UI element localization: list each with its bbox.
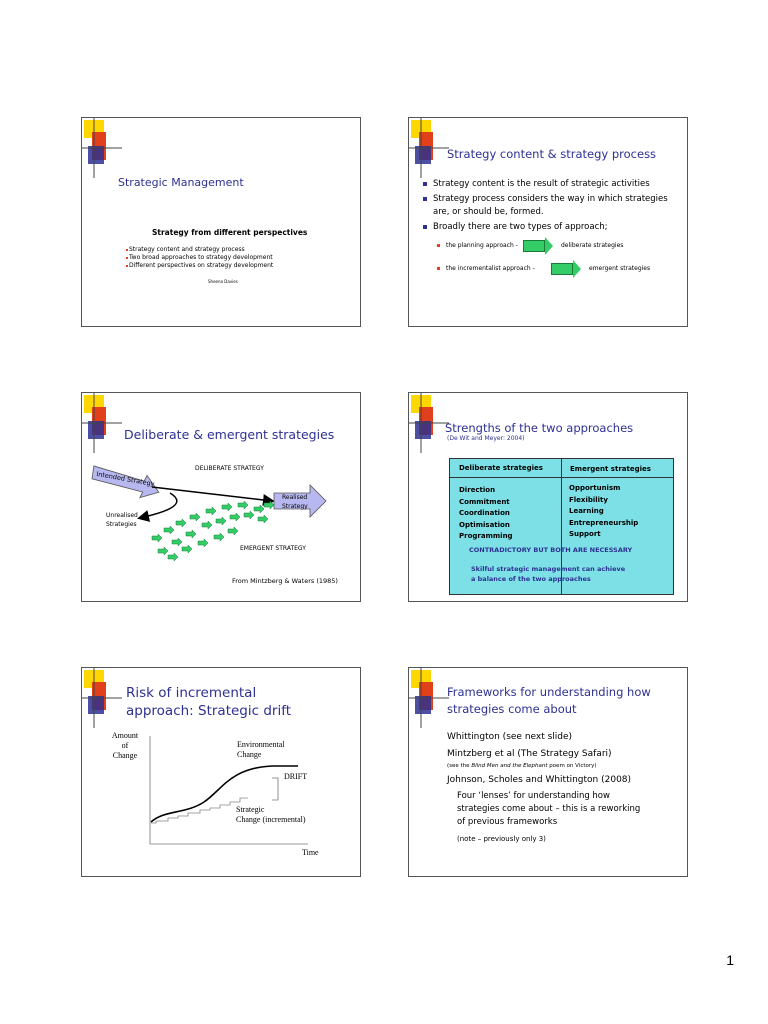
page-number: 1 [726,952,734,968]
slide-frameworks [408,667,688,877]
slide-decoration-icon [409,668,449,728]
slide-strengths [408,392,688,602]
y-axis-label: Amount of Change [111,731,139,760]
slide-title: Frameworks for understanding how strategies come about [447,685,651,716]
emergent-list: Opportunism Flexibility Learning Entrepreneurship Support [569,484,639,538]
strategy-diagram [82,393,360,601]
slide-strategic-management [81,117,361,327]
list-item-detail: Four ‘lenses’ for understanding how strategies come about – this is a reworking of previous frameworks [457,791,641,827]
list-item: Two broad approaches to strategy development [126,254,273,262]
arrow-icon [523,240,545,252]
col-header-emergent: Emergent strategies [570,465,651,473]
list-item: Whittington (see next slide) [447,732,573,742]
slide-decoration-icon [82,118,122,178]
deliberate-list: Direction Commitment Coordination Optimisation Programming [459,486,513,540]
balance-note: Skilful strategic management can achieve a balance of the two approaches [471,565,626,583]
list-item: Johnson, Scholes and Whittington (2008) [447,775,632,785]
emergent-label: EMERGENT STRATEGY [240,545,306,552]
strategic-change: Strategic Change (incremental) [236,805,306,824]
source-note: From Mintzberg & Waters (1985) [232,577,338,585]
slide-title: Strategic Management [118,176,244,189]
slide-title: Deliberate & emergent strategies [124,427,335,442]
approach-planning: the planning approach - [437,242,518,249]
col-header-deliberate: Deliberate strategies [459,464,543,472]
frameworks-list [447,731,683,845]
list-item: Strategy process considers the way in which strategies are, or should be, formed. [423,193,678,219]
approach-emergent: emergent strategies [589,265,651,272]
contradictory-note: CONTRADICTORY BUT BOTH ARE NECESSARY [469,546,633,554]
slide-deliberate-emergent [81,392,361,602]
bullet-list [423,178,678,234]
bullet-list [126,246,273,270]
citation: (De Wit and Meyer: 2004) [447,435,525,442]
slide-strategic-drift [81,667,361,877]
slide-subtitle: Strategy from different perspectives [152,228,308,237]
x-axis-label: Time [302,848,319,857]
slide-title: Risk of incremental approach: Strategic drift [126,685,292,719]
list-item-note: (note – previously only 3) [457,835,546,843]
environmental-change: Environmental Change [237,740,285,759]
approach-incrementalist: the incrementalist approach - [437,265,535,272]
arrow-icon [551,263,573,275]
approach-deliberate: deliberate strategies [561,242,624,249]
unrealised-strategies: Unrealised Strategies [106,512,138,528]
slide-title: Strengths of the two approaches [445,421,634,435]
intended-strategy: Intended Strategy [95,469,156,489]
list-item: Strategy content is the result of strategic activities [423,178,678,191]
strengths-table [449,458,674,595]
slide-title: Strategy content & strategy process [447,147,657,161]
slide-decoration-icon [409,393,449,453]
deliberate-label: DELIBERATE STRATEGY [195,465,264,472]
drift-graph [82,668,360,876]
author: Sheena Davies [208,279,238,284]
list-item-note: (see the Blind Men and the Elephant poem on Victory) [447,763,597,769]
list-item: Different perspectives on strategy development [126,262,273,270]
list-item: Strategy content and strategy process [126,246,273,254]
slide-decoration-icon [409,118,449,178]
list-item: Mintzberg et al (The Strategy Safari) [447,749,612,759]
emergent-arrows [152,501,274,561]
realised-strategy: Realised Strategy [282,494,308,510]
drift-label: DRIFT [284,772,308,781]
slide-content-process [408,117,688,327]
list-item: Broadly there are two types of approach; [423,221,678,234]
